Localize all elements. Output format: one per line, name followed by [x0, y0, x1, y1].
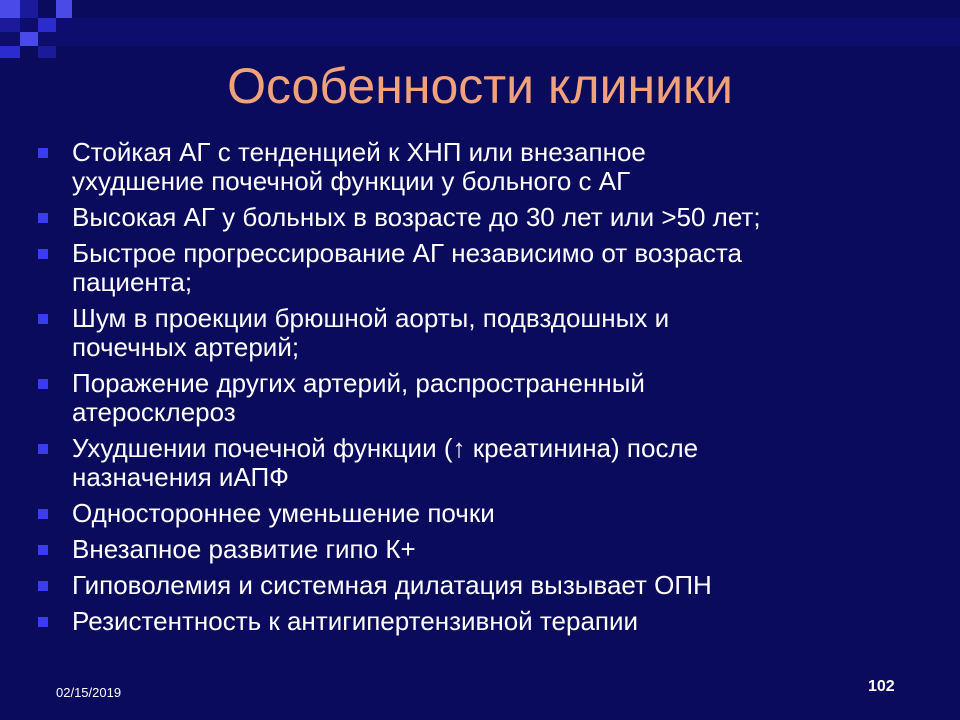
bullet-text: Гиповолемия и системная дилатация вызывает ОПН — [72, 570, 712, 600]
bullet-item — [34, 535, 934, 564]
bullet-item — [34, 499, 934, 528]
bullet-item — [34, 571, 934, 600]
slide-title: Особенности клиники — [227, 58, 733, 114]
bullet-text: Быстрое прогрессирование АГ независимо от возраста пациента; — [72, 238, 742, 297]
decorative-square — [38, 18, 56, 32]
bullet-text: Шум в проекции брюшной аорты, подвздошных и почечных артерий; — [72, 303, 670, 362]
bullet-item — [34, 607, 934, 636]
bullet-item — [34, 369, 934, 427]
bullet-text: Внезапное развитие гипо К+ — [72, 534, 416, 564]
square-bullet-icon — [38, 213, 48, 223]
bullet-text: Высокая АГ у больных в возрасте до 30 лет или >50 лет; — [72, 202, 761, 232]
bullet-text: Одностороннее уменьшение почки — [72, 498, 495, 528]
bullet-item — [34, 138, 934, 196]
square-bullet-icon — [38, 249, 48, 259]
square-bullet-icon — [38, 148, 48, 158]
square-bullet-icon — [38, 444, 48, 454]
decorative-square — [0, 0, 20, 18]
square-bullet-icon — [38, 509, 48, 519]
decorative-band — [0, 18, 960, 46]
bullet-item — [34, 203, 934, 232]
bullet-text: Ухудшении почечной функции (↑ креатинина) после назначения иАПФ — [72, 433, 699, 492]
bullet-text: Поражение других артерий, распространенный атеросклероз — [72, 368, 645, 427]
bullet-item — [34, 434, 934, 492]
page-number: 102 — [868, 678, 895, 695]
square-bullet-icon — [38, 314, 48, 324]
decorative-square — [56, 0, 72, 18]
square-bullet-icon — [38, 379, 48, 389]
bullet-list — [34, 138, 934, 643]
bullet-item — [34, 304, 934, 362]
square-bullet-icon — [38, 545, 48, 555]
decorative-square — [20, 0, 38, 18]
bullet-text: Стойкая АГ с тенденцией к ХНП или внезапное ухудшение почечной функции у больного с АГ — [72, 137, 646, 196]
footer-date: 02/15/2019 — [56, 685, 122, 700]
decorative-square — [0, 18, 20, 32]
bullet-text: Резистентность к антигипертензивной терапии — [72, 606, 639, 636]
square-bullet-icon — [38, 617, 48, 627]
bullet-item — [34, 239, 934, 297]
square-bullet-icon — [38, 581, 48, 591]
decorative-square — [20, 32, 38, 46]
